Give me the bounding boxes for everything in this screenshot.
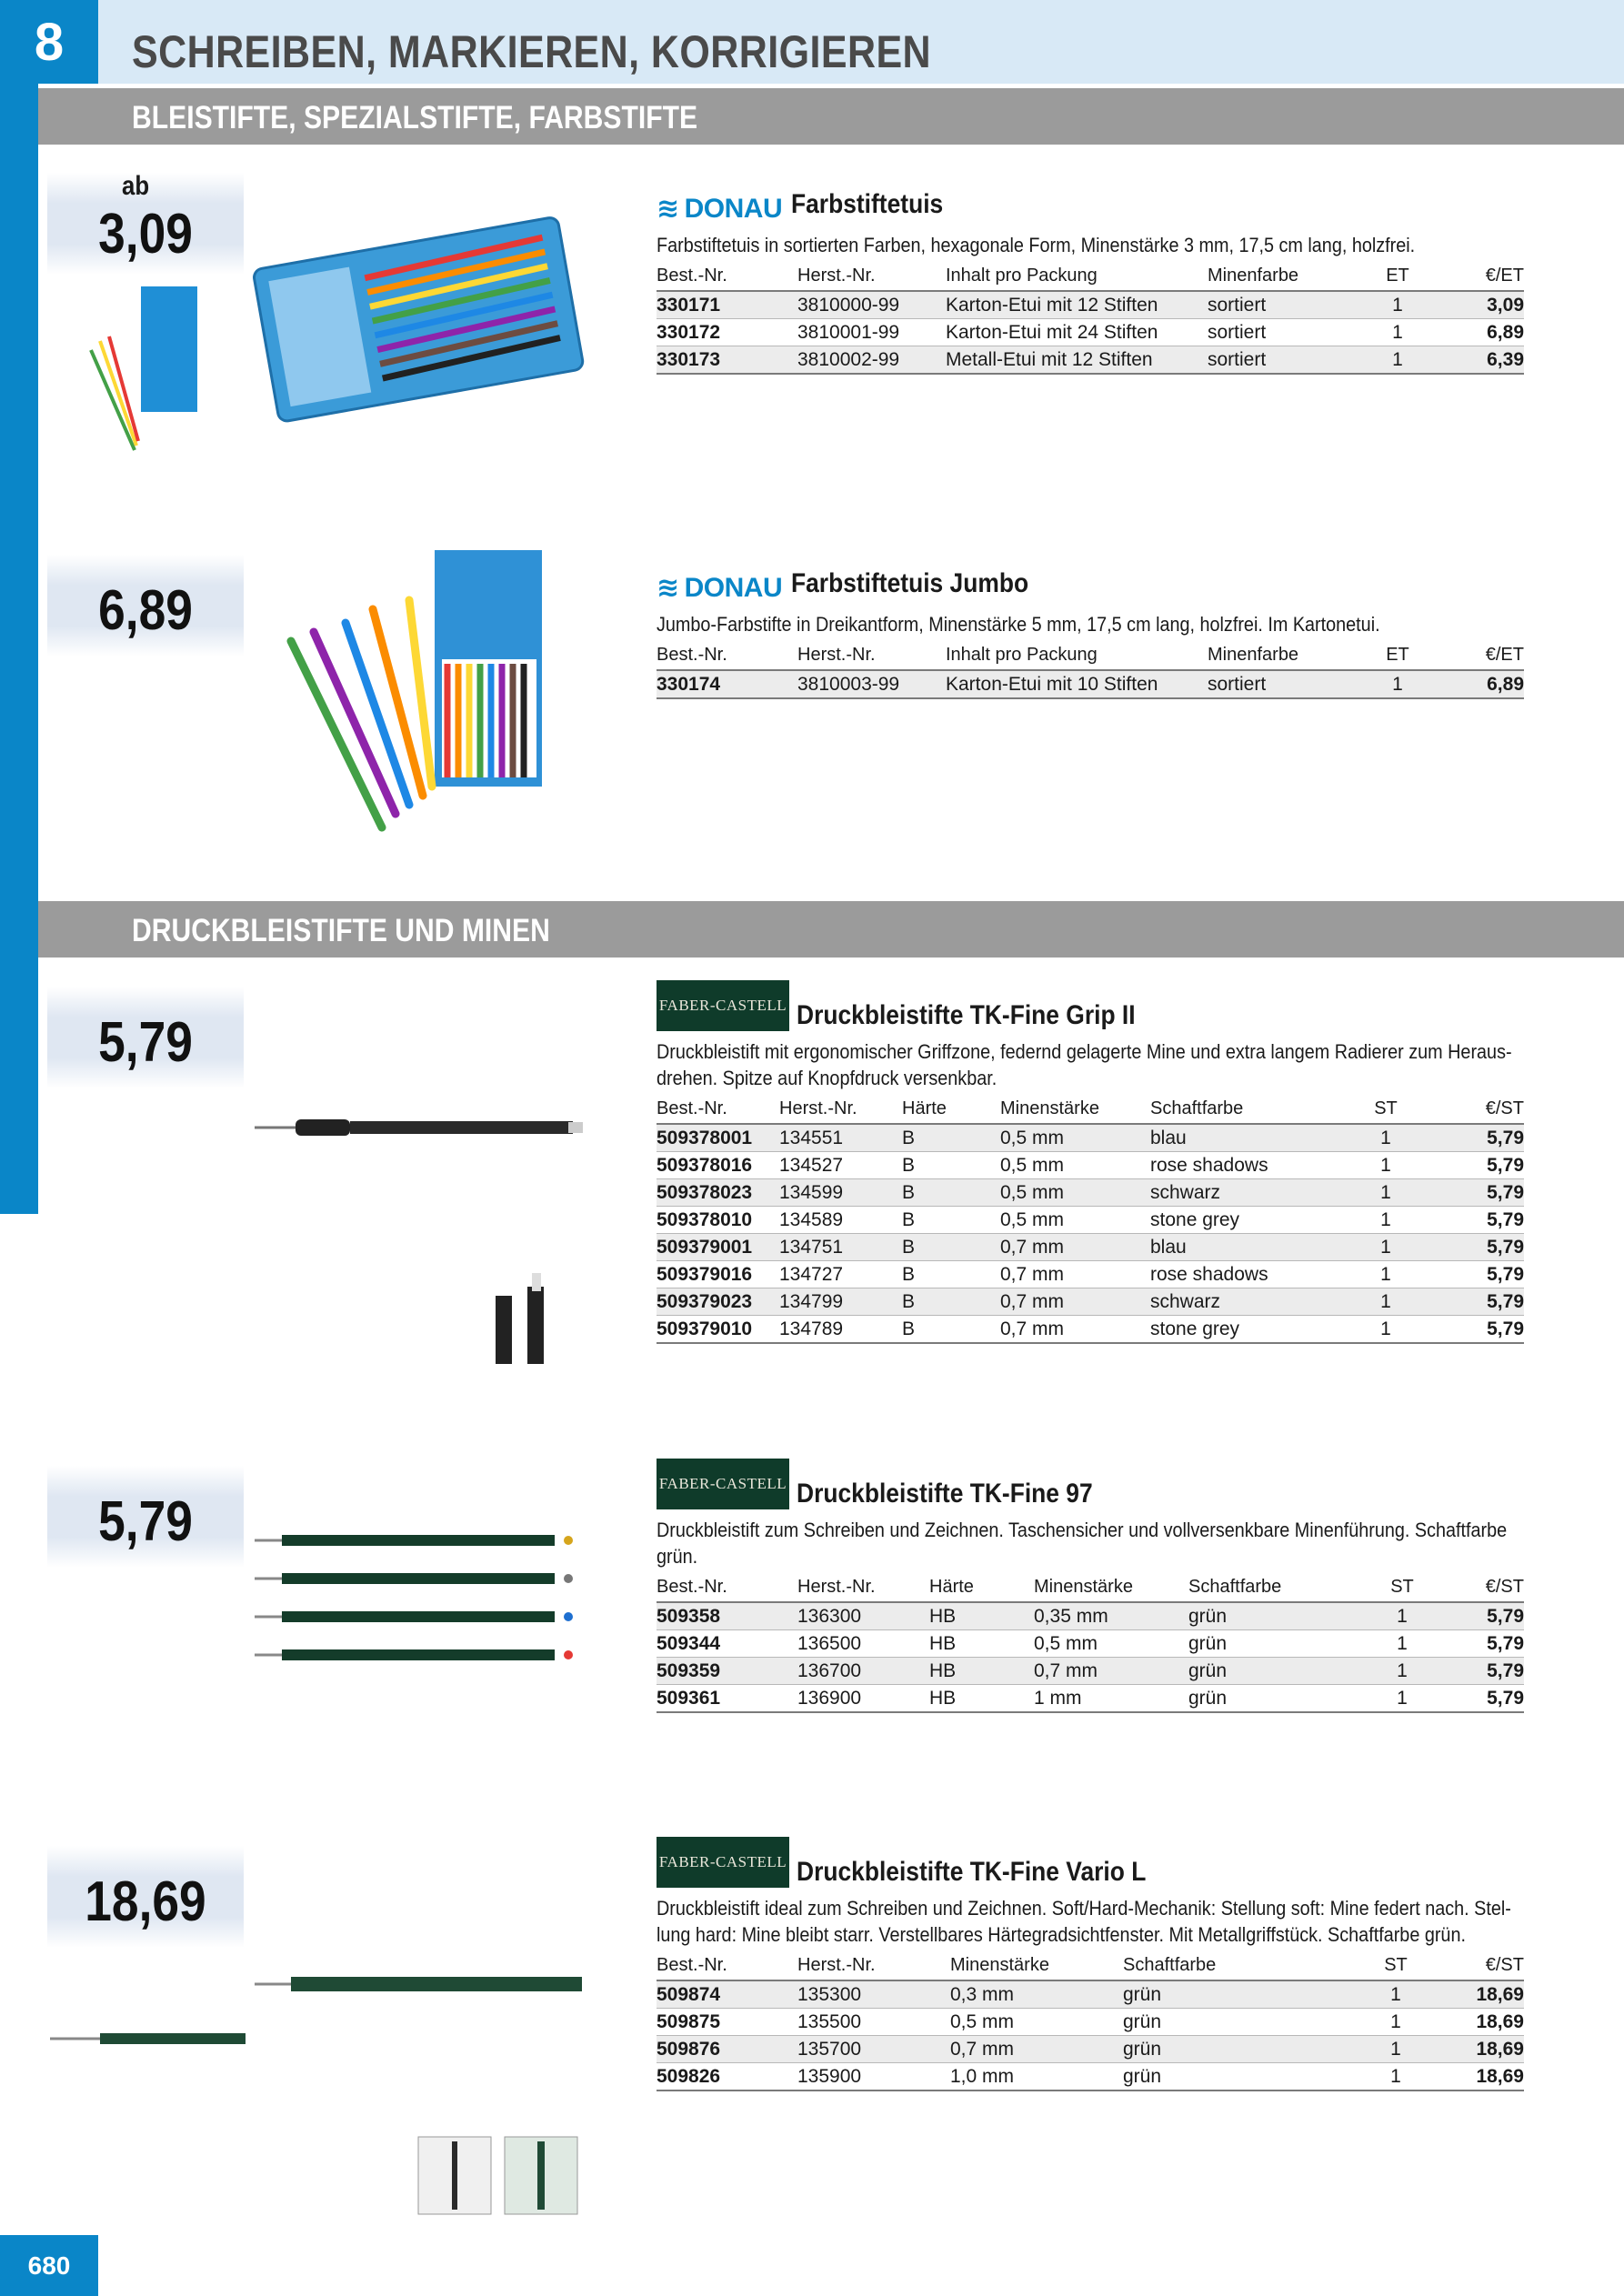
table-cell: 1 [1341, 1980, 1450, 2009]
table-cell: 1 [1352, 1658, 1452, 1685]
table-cell: 135900 [797, 2063, 950, 2091]
table-cell: 509875 [657, 2009, 797, 2036]
product-tk-fine-97 [657, 1459, 1524, 1713]
table-cell: 6,39 [1451, 346, 1524, 375]
table-row [657, 291, 1524, 319]
table-cell: grün [1188, 1685, 1352, 1713]
column-header: Herst.-Nr. [779, 1098, 902, 1124]
table-row [657, 1658, 1524, 1685]
table-cell: 5,79 [1439, 1207, 1524, 1234]
table-cell: 1 [1344, 670, 1451, 698]
table-cell: 1 [1332, 1261, 1439, 1288]
column-header: Inhalt pro Packung [946, 266, 1208, 291]
table-cell: HB [929, 1602, 1034, 1630]
column-header: Herst.-Nr. [797, 266, 946, 291]
spec-table [657, 1098, 1524, 1344]
column-header: €/ST [1452, 1577, 1524, 1602]
price-box-3 [47, 987, 244, 1088]
table-cell: sortiert [1208, 346, 1344, 375]
column-header: Herst.-Nr. [797, 1577, 929, 1602]
table-cell: 134751 [779, 1234, 902, 1261]
table-cell: 5,79 [1452, 1602, 1524, 1630]
table-cell: 330172 [657, 319, 797, 346]
chapter-title: SCHREIBEN, MARKIEREN, KORRIGIEREN [132, 26, 932, 77]
table-cell: 3,09 [1451, 291, 1524, 319]
table-cell: 1 [1341, 2063, 1450, 2091]
table-cell: 5,79 [1439, 1288, 1524, 1316]
brand-logo-faber-castell: FABER-CASTELL [657, 1459, 789, 1509]
table-cell: 0,5 mm [1000, 1207, 1150, 1234]
table-cell: 136300 [797, 1602, 929, 1630]
table-cell: 5,79 [1439, 1179, 1524, 1207]
table-cell: stone grey [1150, 1207, 1332, 1234]
table-cell: grün [1188, 1602, 1352, 1630]
waves-icon: ≋ [657, 573, 679, 604]
table-cell: 136900 [797, 1685, 929, 1713]
table-cell: HB [929, 1685, 1034, 1713]
table-row [657, 1630, 1524, 1658]
product-image-colored-pencil-tins [73, 214, 600, 459]
table-row [657, 1685, 1524, 1713]
product-farbstiftetuis-jumbo [657, 568, 1524, 699]
table-cell: 5,79 [1439, 1152, 1524, 1179]
chapter-number: 8 [0, 0, 98, 84]
table-cell: B [902, 1234, 1000, 1261]
table-cell: 1 [1332, 1179, 1439, 1207]
table-cell: grün [1188, 1630, 1352, 1658]
table-cell: 1 [1344, 346, 1451, 375]
column-header: €/ET [1451, 645, 1524, 670]
spec-table [657, 645, 1524, 699]
table-cell: grün [1123, 1980, 1341, 2009]
table-cell: grün [1123, 2036, 1341, 2063]
column-header: ET [1344, 266, 1451, 291]
table-cell: 509826 [657, 2063, 797, 2091]
table-cell: 0,7 mm [1000, 1234, 1150, 1261]
table-cell: 509379010 [657, 1316, 779, 1344]
table-cell: 0,5 mm [1000, 1124, 1150, 1152]
table-header-row [657, 1955, 1524, 1980]
price-prefix: ab [122, 171, 150, 201]
table-cell: rose shadows [1150, 1261, 1332, 1288]
column-header: ST [1341, 1955, 1450, 1980]
column-header: ST [1332, 1098, 1439, 1124]
price-value: 5,79 [98, 1011, 193, 1074]
table-cell: 330173 [657, 346, 797, 375]
table-cell: 1 [1352, 1602, 1452, 1630]
table-cell: B [902, 1207, 1000, 1234]
table-cell: 509379023 [657, 1288, 779, 1316]
table-header-row [657, 266, 1524, 291]
product-image-tk-fine-97 [255, 1519, 591, 1700]
table-cell: B [902, 1179, 1000, 1207]
table-cell: 509378001 [657, 1124, 779, 1152]
table-cell: 509379001 [657, 1234, 779, 1261]
table-cell: 509876 [657, 2036, 797, 2063]
price-value: 18,69 [85, 1870, 206, 1933]
table-cell: 0,5 mm [950, 2009, 1123, 2036]
column-header: Schaftfarbe [1150, 1098, 1332, 1124]
table-cell: B [902, 1316, 1000, 1344]
product-title: Farbstiftetuis Jumbo [791, 568, 1029, 598]
table-cell: 1 [1341, 2009, 1450, 2036]
table-cell: 136500 [797, 1630, 929, 1658]
column-header: Inhalt pro Packung [946, 645, 1208, 670]
brand-logo-donau: ≋ DONAU [657, 193, 783, 225]
column-header: Härte [902, 1098, 1000, 1124]
table-cell: grün [1188, 1658, 1352, 1685]
table-row [657, 2009, 1524, 2036]
table-cell: 0,7 mm [1034, 1658, 1188, 1685]
table-cell: 18,69 [1450, 2063, 1524, 2091]
table-cell: 5,79 [1452, 1630, 1524, 1658]
table-row [657, 1207, 1524, 1234]
table-cell: 0,7 mm [950, 2036, 1123, 2063]
table-cell: 1 [1332, 1288, 1439, 1316]
table-cell: 1 [1341, 2036, 1450, 2063]
table-cell: schwarz [1150, 1288, 1332, 1316]
table-cell: 0,7 mm [1000, 1261, 1150, 1288]
product-description: Jumbo-Farbstifte in Dreikantform, Minenstärke 5 mm, 17,5 cm lang, holzfrei. Im Kartonetui. [657, 613, 1380, 637]
table-header-row [657, 1577, 1524, 1602]
table-cell: 134527 [779, 1152, 902, 1179]
column-header: €/ST [1450, 1955, 1524, 1980]
table-cell: HB [929, 1630, 1034, 1658]
table-cell: stone grey [1150, 1316, 1332, 1344]
table-cell: 134799 [779, 1288, 902, 1316]
table-row [657, 1152, 1524, 1179]
brand-logo-faber-castell: FABER-CASTELL [657, 980, 789, 1031]
column-header: Schaftfarbe [1123, 1955, 1341, 1980]
product-farbstiftetuis [657, 189, 1524, 375]
table-cell: 1 mm [1034, 1685, 1188, 1713]
table-cell: blau [1150, 1124, 1332, 1152]
column-header: Minenstärke [950, 1955, 1123, 1980]
price-value: 6,89 [98, 579, 193, 642]
table-cell: 509378016 [657, 1152, 779, 1179]
section-title-1: BLEISTIFTE, SPEZIALSTIFTE, FARBSTIFTE [132, 100, 698, 135]
column-header: Schaftfarbe [1188, 1577, 1352, 1602]
product-image-tk-fine-vario [45, 1964, 591, 2219]
table-cell: 3810001-99 [797, 319, 946, 346]
table-cell: 5,79 [1452, 1685, 1524, 1713]
table-cell: schwarz [1150, 1179, 1332, 1207]
table-cell: B [902, 1152, 1000, 1179]
table-cell: blau [1150, 1234, 1332, 1261]
price-value: 3,09 [98, 203, 193, 266]
product-description: Druckbleistift zum Schreiben und Zeichnen. Taschensicher und vollversenkbare Minenführung. Schaftfarbe grün. [657, 1519, 1508, 1568]
spec-table [657, 266, 1524, 375]
table-header-row [657, 1098, 1524, 1124]
table-cell: 330171 [657, 291, 797, 319]
section-title-2: DRUCKBLEISTIFTE UND MINEN [132, 913, 550, 948]
column-header: Minenfarbe [1208, 645, 1344, 670]
price-value: 5,79 [98, 1490, 193, 1553]
table-cell: B [902, 1261, 1000, 1288]
table-cell: 3810000-99 [797, 291, 946, 319]
column-header: €/ST [1439, 1098, 1524, 1124]
table-cell: 3810002-99 [797, 346, 946, 375]
table-cell: 1 [1352, 1685, 1452, 1713]
table-cell: 509361 [657, 1685, 797, 1713]
table-cell: sortiert [1208, 319, 1344, 346]
table-cell: 5,79 [1439, 1316, 1524, 1344]
table-cell: 0,5 mm [1000, 1179, 1150, 1207]
table-row [657, 1288, 1524, 1316]
column-header: Best.-Nr. [657, 266, 797, 291]
table-cell: 135700 [797, 2036, 950, 2063]
table-cell: 509344 [657, 1630, 797, 1658]
table-cell: 1 [1352, 1630, 1452, 1658]
table-cell: B [902, 1288, 1000, 1316]
table-cell: Karton-Etui mit 12 Stiften [946, 291, 1208, 319]
table-cell: 134599 [779, 1179, 902, 1207]
table-cell: 0,5 mm [1034, 1630, 1188, 1658]
column-header: Minenstärke [1034, 1577, 1188, 1602]
table-cell: 509358 [657, 1602, 797, 1630]
table-cell: 3810003-99 [797, 670, 946, 698]
table-row [657, 670, 1524, 698]
table-row [657, 2036, 1524, 2063]
table-cell: 135500 [797, 2009, 950, 2036]
table-cell: 18,69 [1450, 2036, 1524, 2063]
table-cell: 18,69 [1450, 1980, 1524, 2009]
table-cell: grün [1123, 2063, 1341, 2091]
table-cell: 6,89 [1451, 670, 1524, 698]
side-stripe [0, 0, 38, 1214]
table-cell: 509378010 [657, 1207, 779, 1234]
product-tk-fine-grip-ii [657, 980, 1524, 1344]
spec-table [657, 1955, 1524, 2091]
table-cell: 6,89 [1451, 319, 1524, 346]
column-header: Herst.-Nr. [797, 1955, 950, 1980]
table-cell: 1 [1332, 1124, 1439, 1152]
table-row [657, 2063, 1524, 2091]
column-header: Best.-Nr. [657, 645, 797, 670]
table-cell: rose shadows [1150, 1152, 1332, 1179]
table-header-row [657, 645, 1524, 670]
table-row [657, 346, 1524, 375]
spec-table [657, 1577, 1524, 1713]
column-header: Minenstärke [1000, 1098, 1150, 1124]
table-cell: 134551 [779, 1124, 902, 1152]
table-cell: 0,3 mm [950, 1980, 1123, 2009]
column-header: Best.-Nr. [657, 1577, 797, 1602]
table-cell: sortiert [1208, 670, 1344, 698]
price-box-2 [47, 555, 244, 657]
table-cell: 135300 [797, 1980, 950, 2009]
table-row [657, 1316, 1524, 1344]
brand-logo-donau: ≋ DONAU [657, 572, 783, 604]
table-cell: 5,79 [1439, 1124, 1524, 1152]
page-number: 680 [0, 2235, 98, 2296]
table-cell: 0,7 mm [1000, 1288, 1150, 1316]
column-header: Minenfarbe [1208, 266, 1344, 291]
product-image-tk-fine-grip [250, 1105, 586, 1364]
brand-logo-faber-castell: FABER-CASTELL [657, 1837, 789, 1888]
table-cell: 0,7 mm [1000, 1316, 1150, 1344]
column-header: ST [1352, 1577, 1452, 1602]
table-cell: 134589 [779, 1207, 902, 1234]
table-cell: 134727 [779, 1261, 902, 1288]
table-cell: 0,35 mm [1034, 1602, 1188, 1630]
table-cell: 1 [1344, 319, 1451, 346]
price-box-5 [47, 1846, 244, 1948]
table-row [657, 1980, 1524, 2009]
table-cell: 1,0 mm [950, 2063, 1123, 2091]
product-description: Farbstiftetuis in sortierten Farben, hexagonale Form, Minenstärke 3 mm, 17,5 cm lang, holzfrei. [657, 234, 1416, 257]
product-title: Druckbleistifte TK-Fine 97 [797, 1479, 1093, 1509]
product-title: Druckbleistifte TK-Fine Vario L [797, 1857, 1147, 1887]
column-header: Härte [929, 1577, 1034, 1602]
table-cell: 330174 [657, 670, 797, 698]
table-cell: 1 [1332, 1207, 1439, 1234]
table-cell: 136700 [797, 1658, 929, 1685]
table-cell: 5,79 [1439, 1234, 1524, 1261]
table-cell: 1 [1332, 1234, 1439, 1261]
table-cell: 1 [1332, 1152, 1439, 1179]
product-image-jumbo-pencils [273, 550, 546, 841]
table-cell: HB [929, 1658, 1034, 1685]
table-row [657, 1602, 1524, 1630]
table-cell: Metall-Etui mit 12 Stiften [946, 346, 1208, 375]
column-header: ET [1344, 645, 1451, 670]
table-cell: 5,79 [1452, 1658, 1524, 1685]
price-box-4 [47, 1466, 244, 1568]
table-cell: 5,79 [1439, 1261, 1524, 1288]
table-row [657, 319, 1524, 346]
table-cell: 509874 [657, 1980, 797, 2009]
table-row [657, 1234, 1524, 1261]
table-row [657, 1179, 1524, 1207]
table-cell: sortiert [1208, 291, 1344, 319]
table-cell: 0,5 mm [1000, 1152, 1150, 1179]
product-description: Druckbleistift ideal zum Schreiben und Zeichnen. Soft/Hard-Mechanik: Stellung soft: Mine federt nach. Stel-lung hard: Mine bleibt starr. Verstellbares Härtegradsichtfenster. Mit Metallgriffstück. Schaftfarbe grün. [657, 1897, 1511, 1946]
column-header: Best.-Nr. [657, 1955, 797, 1980]
product-title: Farbstiftetuis [791, 189, 944, 219]
product-description: Druckbleistift mit ergonomischer Griffzone, federnd gelagerte Mine und extra langem Radierer zum Heraus-drehen. Spitze auf Knopfdruck versenkbar. [657, 1040, 1512, 1089]
column-header: €/ET [1451, 266, 1524, 291]
table-cell: 509378023 [657, 1179, 779, 1207]
product-tk-fine-vario-l [657, 1837, 1524, 2091]
table-cell: grün [1123, 2009, 1341, 2036]
table-cell: 134789 [779, 1316, 902, 1344]
waves-icon: ≋ [657, 194, 679, 225]
table-cell: 18,69 [1450, 2009, 1524, 2036]
table-cell: 509379016 [657, 1261, 779, 1288]
table-cell: B [902, 1124, 1000, 1152]
column-header: Best.-Nr. [657, 1098, 779, 1124]
product-title: Druckbleistifte TK-Fine Grip II [797, 1000, 1136, 1030]
table-row [657, 1124, 1524, 1152]
table-cell: 1 [1332, 1316, 1439, 1344]
table-cell: 1 [1344, 291, 1451, 319]
table-cell: 509359 [657, 1658, 797, 1685]
table-cell: Karton-Etui mit 10 Stiften [946, 670, 1208, 698]
table-row [657, 1261, 1524, 1288]
table-cell: Karton-Etui mit 24 Stiften [946, 319, 1208, 346]
column-header: Herst.-Nr. [797, 645, 946, 670]
